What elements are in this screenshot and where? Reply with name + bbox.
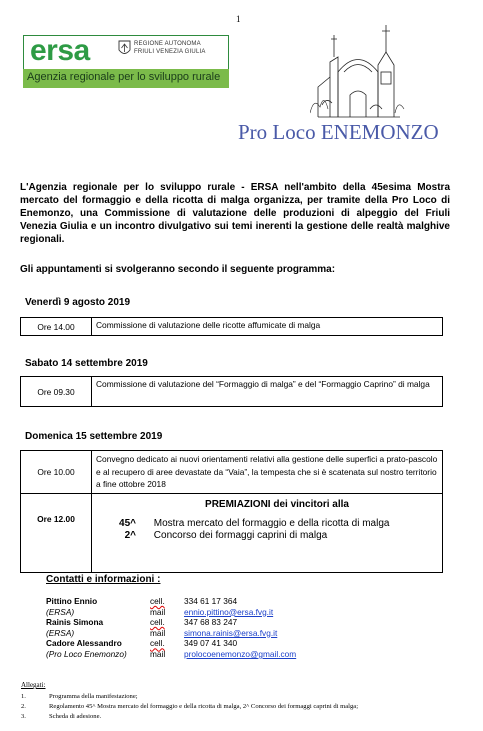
church-drawing-icon (310, 17, 405, 120)
schedule-table-day1 (20, 317, 443, 336)
programme-intro: Gli appuntamenti si svolgeranno secondo il seguente programma: (20, 264, 336, 275)
contact-org: (ERSA) (46, 627, 75, 638)
region-line-2: FRIULI VENEZIA GIULIA (134, 48, 206, 55)
award-text: Concorso dei formaggi caprini di malga (153, 530, 328, 541)
schedule-row-awards (21, 494, 443, 573)
awards-heading: PREMIAZIONI dei vincitori alla (205, 499, 349, 510)
schedule-time: Ore 12.00 (21, 494, 92, 573)
schedule-row (21, 377, 443, 407)
email-link[interactable]: ennio.pittino@ersa.fvg.it (184, 606, 274, 617)
attachments-title: Allegati: (21, 681, 46, 689)
contact-org: (Pro Loco Enemonzo) (46, 648, 127, 659)
schedule-table-day3 (20, 450, 443, 573)
mail-label: mail (150, 648, 166, 659)
schedule-time: Ore 14.00 (21, 318, 92, 336)
contact-values-column (184, 596, 296, 660)
contact-org: (ERSA) (46, 606, 75, 617)
awards-list (96, 518, 438, 542)
pro-loco-title: Pro Loco ENEMONZO (238, 120, 439, 144)
award-item (96, 518, 438, 530)
attachment-item (21, 713, 101, 720)
award-number: 2^ (124, 530, 136, 541)
region-line-1: REGIONE AUTONOMA (134, 41, 201, 47)
attachment-number: 3. (21, 713, 26, 720)
cell-number: 347 68 83 247 (184, 617, 238, 628)
contact-names-column (46, 596, 127, 660)
cell-label: cell. (150, 596, 165, 606)
cell-number: 334 61 17 364 (184, 596, 238, 606)
ersa-logo-word: ersa (30, 34, 90, 67)
contact-name: Pittino Ennio (46, 596, 98, 606)
ersa-agency-name: Agenzia regionale per lo sviluppo rurale (27, 71, 221, 83)
day-heading: Venerdì 9 agosto 2019 (25, 297, 131, 308)
attachment-text: Scheda di adesione. (49, 713, 102, 720)
ersa-region-text (134, 41, 206, 56)
region-crest-icon (118, 40, 131, 57)
schedule-table-day2 (20, 376, 443, 407)
attachment-number: 2. (21, 703, 26, 710)
schedule-description: Convegno dedicato ai nuovi orientamenti relativi alla gestione delle superfici a prato-pascolo e al recupero di aree devastate da “Vaia”, la tempesta che si è scatenata sul nostro territorio a fine ottobre 2018 (92, 451, 443, 494)
award-item (96, 530, 438, 542)
day-heading: Domenica 15 settembre 2019 (25, 431, 163, 442)
award-text: Mostra mercato del formaggio e della ricotta di malga (153, 518, 390, 529)
contact-name: Cadore Alessandro (46, 638, 122, 649)
attachment-text: Regolamento 45^ Mostra mercato del formaggio e della ricotta di malga, 2^ Concorso dei formaggi caprini di malga; (49, 703, 359, 710)
schedule-description: Commissione di valutazione del “Formaggio di malga” e del “Formaggio Caprino” di malga (92, 377, 443, 407)
cell-number: 349 07 41 340 (184, 638, 238, 649)
attachment-item (21, 693, 138, 700)
attachment-text: Programma della manifestazione; (49, 693, 138, 700)
awards-cell (92, 494, 443, 573)
cell-label: cell. (150, 617, 165, 628)
email-link[interactable]: simona.rainis@ersa.fvg.it (184, 627, 278, 638)
award-number: 45^ (119, 518, 136, 529)
attachment-item (21, 703, 358, 710)
contact-labels-column (150, 596, 165, 660)
mail-label: mail (150, 627, 166, 638)
contact-name: Rainis Simona (46, 617, 104, 628)
schedule-row (21, 318, 443, 336)
attachment-number: 1. (21, 693, 26, 700)
schedule-time: Ore 09.30 (21, 377, 92, 407)
contacts-title: Contatti e informazioni : (46, 574, 161, 585)
cell-label: cell. (150, 638, 165, 649)
schedule-time: Ore 10.00 (21, 451, 92, 494)
schedule-row (21, 451, 443, 494)
page-number: 1 (236, 14, 241, 24)
day-heading: Sabato 14 settembre 2019 (25, 358, 148, 369)
mail-label: mail (150, 606, 166, 617)
intro-paragraph: L'Agenzia regionale per lo sviluppo rurale - ERSA nell'ambito della 45esima Mostra mercato del formaggio e della ricotta di malga organizza, per tramite della Pro Loco di Enemonzo, una Commissione di valutazione delle produzioni di alpeggio del Friuli Venezia Giulia e un incontro divulgativo sui temi inerenti la gestione delle realtà malghive regionali. (20, 182, 450, 246)
email-link[interactable]: prolocoenemonzo@gmail.com (184, 648, 297, 659)
schedule-description: Commissione di valutazione delle ricotte affumicate di malga (92, 318, 443, 336)
